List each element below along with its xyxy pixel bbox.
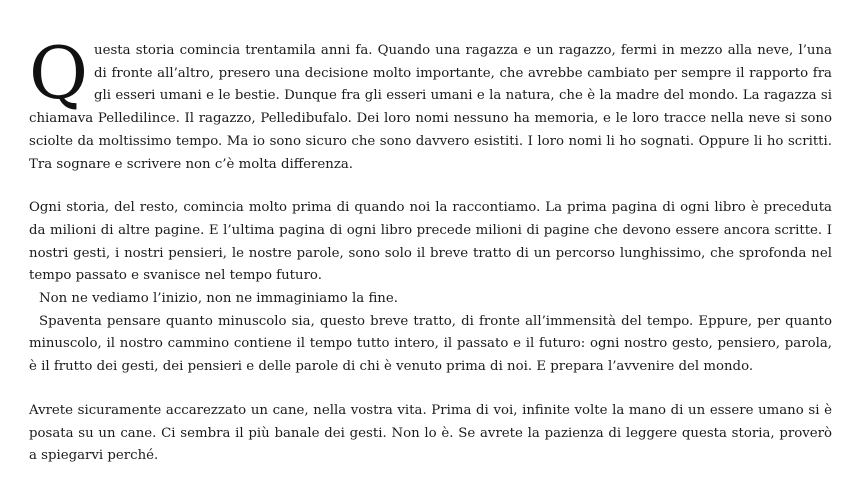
document-page	[29, 31, 832, 468]
paragraph-1-text: uesta storia comincia trentamila anni fa. Quando una ragazza e un ragazzo, fermi in mezzo alla neve, l’una di fronte all’altro, presero una decisione molto importante, che avrebbe cambiato per sempre il rapporto fra gli esseri umani e le bestie. Dunque fra gli esseri umani e la natura, che è la madre del mondo. La ragazza si chiamava Pelledilince. Il ragazzo, Pelledibufalo. Dei loro nomi nessuno ha memoria, e le loro tracce nella neve si sono sciolte da moltissimo tempo. Ma io sono sicuro che sono davvero esistiti. I loro nomi li ho sognati. Oppure li ho scritti. Tra sognare e scrivere non c’è molta differenza.	[29, 43, 832, 172]
paragraph-1	[29, 31, 832, 176]
paragraph-4: Spaventa pensare quanto minuscolo sia, questo breve tratto, di fronte all’immensità del tempo. Eppure, per quanto minuscolo, il nostro cammino contiene il tempo tutto intero, il passato e il futuro: ogni nostro gesto, pensiero, parola, è il frutto dei gesti, dei pensieri e delle parole di chi è venuto prima di noi. E prepara l’avvenire del mondo.	[29, 313, 832, 375]
paragraph-2: Ogni storia, del resto, comincia molto prima di quando noi la raccontiamo. La prima pagina di ogni libro è preceduta da milioni di altre pagine. E l’ultima pagina di ogni libro precede milioni di pagine che devono essere ancora scritte. I nostri gesti, i nostri pensieri, le nostre parole, sono solo il breve tratto di un percorso lunghissimo, che sprofonda nel tempo passato e svanisce nel tempo futuro.	[29, 200, 832, 284]
paragraph-3: Non ne vediamo l’inizio, non ne immaginiamo la fine.	[39, 291, 398, 307]
paragraph-5: Avrete sicuramente accarezzato un cane, nella vostra vita. Prima di voi, infinite volte la mano di un essere umano si è posata su un cane. Ci sembra il più banale dei gesti. Non lo è. Se avrete la pazienza di leggere questa storia, proverò a spiegarvi perché.	[29, 402, 832, 464]
drop-cap-letter: Q	[29, 31, 89, 115]
